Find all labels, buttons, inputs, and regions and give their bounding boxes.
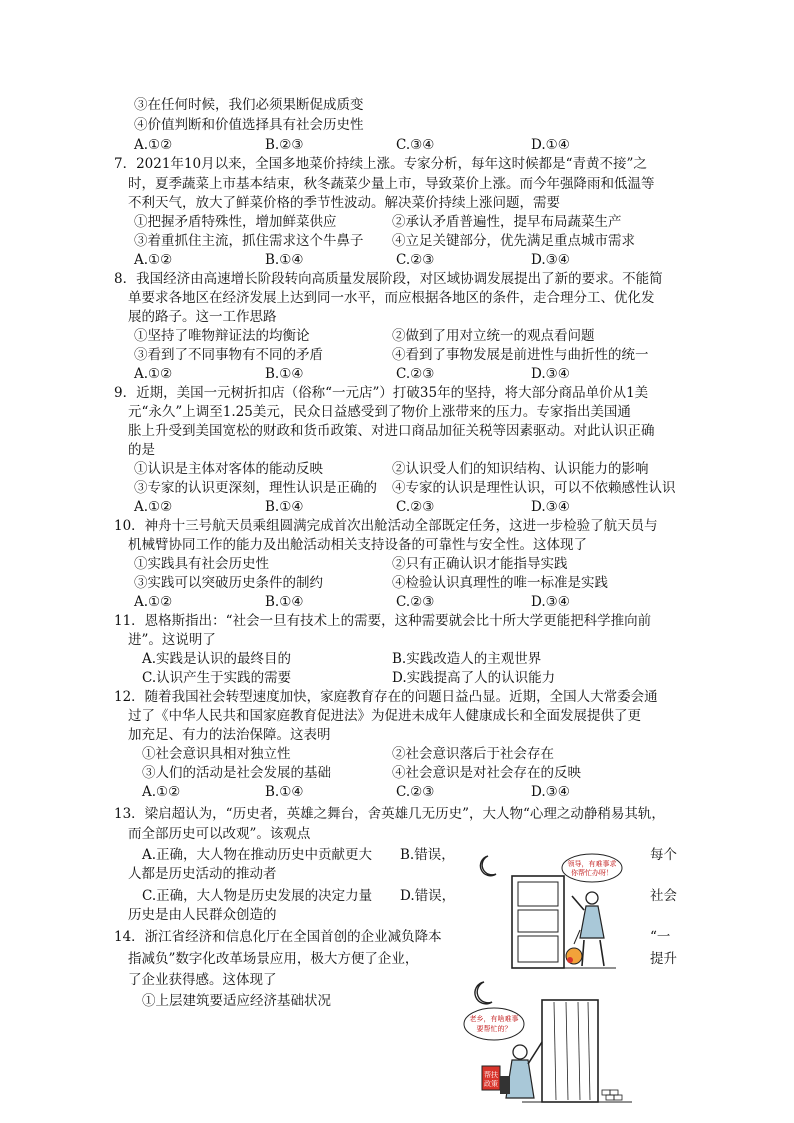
q14-line-1: 14．浙江省经济和信息化厅在全国首创的企业减负降本 — [114, 929, 442, 945]
q9-line-2: 元“永久”上调至1.25美元，民众日益感受到了物价上涨带来的压力。专家指出美国通 — [128, 404, 631, 420]
cartoon-top-image — [466, 848, 626, 976]
q12-opt-2: ②社会意识落后于社会存在 — [392, 746, 554, 762]
q13-opt-b-end: 每个 — [650, 847, 677, 863]
q10-choice-a: A.①② — [134, 594, 173, 610]
sign-text-1: 帮扶 — [484, 1071, 498, 1079]
q8-choice-a: A.①② — [134, 366, 173, 382]
q8-choice-b: B.①④ — [265, 366, 304, 382]
q14-line-2: 指减负”数字化改革场景应用，极大方便了企业， — [128, 951, 419, 967]
q12-line-2: 过了《中华人民共和国家庭教育促进法》为促进未成年人健康成长和全面发展提供了更 — [128, 708, 641, 724]
q13-line-1: 13．梁启超认为，“历史者，英雄之舞台，舍英雄几无历史”，大人物“心理之动静稍易其轨， — [114, 806, 665, 822]
q14-opt-1: ①上层建筑要适应经济基础状况 — [142, 993, 331, 1009]
q12-choice-a: A.①② — [142, 784, 181, 800]
q10-choice-c: C.②③ — [396, 594, 435, 610]
q14-line-1-end: “一 — [650, 929, 671, 945]
q9-choice-c: C.②③ — [396, 499, 435, 515]
q13-opt-b-cont: 人都是历史活动的推动者 — [128, 866, 277, 882]
q7-choice-a: A.①② — [134, 252, 173, 268]
q11-opt-c: C.认识产生于实践的需要 — [142, 670, 292, 686]
bottom-bubble-text-2: 要帮忙的？ — [476, 1025, 512, 1033]
q9-line-3: 胀上升受到美国宽松的财政和货币政策、对进口商品加征关税等因素驱动。对此认识正确 — [128, 423, 655, 439]
q8-opt-2: ②做到了用对立统一的观点看问题 — [392, 328, 595, 344]
q7-line-3: 不利天气，放大了鲜菜价格的季节性波动。解决菜价持续上涨问题，需要 — [128, 195, 560, 211]
q13-opt-b: B.错误， — [400, 847, 455, 863]
q11-opt-a: A.实践是认识的最终目的 — [142, 651, 292, 667]
q7-opt-3: ③着重抓住主流，抓住需求这个牛鼻子 — [134, 233, 364, 249]
q13-opt-a: A.正确，大人物在推动历史中贡献更大 — [142, 847, 373, 863]
q6-item-4: ④价值判断和价值选择具有社会历史性 — [134, 117, 364, 133]
q9-choice-d: D.③④ — [531, 499, 570, 515]
q9-opt-1: ①认识是主体对客体的能动反映 — [134, 461, 323, 477]
q10-line-1: 10．神舟十三号航天员乘组圆满完成首次出舱活动全部既定任务，这进一步检验了航天员与 — [114, 518, 658, 534]
top-bubble-text-2: 你帮忙办呀！ — [571, 869, 613, 877]
q9-line-1: 9．近期，美国一元树折扣店（俗称“一元店”）打破35年的坚持，将大部分商品单价从1美 — [114, 385, 649, 401]
q14-line-2-end: 提升 — [650, 951, 677, 967]
cartoon-bottom-image — [462, 980, 634, 1112]
q12-opt-4: ④社会意识是对社会存在的反映 — [392, 765, 581, 781]
bottom-bubble-text-1: 老乡，有啥难事 — [469, 1015, 519, 1023]
q7-opt-2: ②承认矛盾普遍性，提早布局蔬菜生产 — [392, 214, 622, 230]
q11-line-2: 进”。这说明了 — [128, 632, 216, 648]
q14-line-3: 了企业获得感。这体现了 — [128, 972, 277, 988]
sign-text-2: 政策 — [484, 1080, 498, 1088]
q12-line-3: 加充足、有力的法治保障。这表明 — [128, 727, 331, 743]
q8-choice-c: C.②③ — [396, 366, 435, 382]
q8-line-3: 展的路子。这一工作思路 — [128, 309, 277, 325]
q9-opt-4: ④专家的认识是理性认识，可以不依赖感性认识 — [392, 480, 676, 496]
q13-opt-c: C.正确，大人物是历史发展的决定力量 — [142, 888, 373, 904]
q10-choice-d: D.③④ — [531, 594, 570, 610]
q13-opt-d-end: 社会 — [650, 888, 677, 904]
q10-opt-1: ①实践具有社会历史性 — [134, 556, 269, 572]
q9-opt-3: ③专家的认识更深刻，理性认识是正确的 — [134, 480, 377, 496]
q9-choice-a: A.①② — [134, 499, 173, 515]
q7-opt-1: ①把握矛盾特殊性，增加鲜菜供应 — [134, 214, 337, 230]
q8-opt-4: ④看到了事物发展是前进性与曲折性的统一 — [392, 347, 649, 363]
q6-choice-a: A.①② — [134, 137, 173, 153]
q6-choice-c: C.③④ — [396, 137, 435, 153]
q8-opt-3: ③看到了不同事物有不同的矛盾 — [134, 347, 323, 363]
q6-choice-d: D.①④ — [531, 137, 570, 153]
q7-line-1: 7．2021年10月以来，全国多地菜价持续上涨。专家分析，每年这时候都是“青黄不接”之 — [114, 156, 647, 172]
q10-line-2: 机械臂协同工作的能力及出舱活动相关支持设备的可靠性与安全性。这体现了 — [128, 537, 587, 553]
q8-line-2: 单要求各地区在经济发展上达到同一水平，而应根据各地区的条件，走合理分工、优化发 — [128, 290, 655, 306]
q12-choice-c: C.②③ — [396, 784, 435, 800]
q6-choice-b: B.②③ — [265, 137, 304, 153]
q9-line-4: 的是 — [128, 442, 155, 458]
q13-opt-d: D.错误， — [400, 888, 456, 904]
q12-choice-b: B.①④ — [265, 784, 304, 800]
q13-line-2: 而全部历史可以改观”。该观点 — [128, 826, 311, 842]
q7-choice-d: D.③④ — [531, 252, 570, 268]
q11-line-1: 11．恩格斯指出：“社会一旦有技术上的需要，这种需要就会比十所大学更能把科学推向前 — [114, 613, 652, 629]
q10-opt-2: ②只有正确认识才能指导实践 — [392, 556, 568, 572]
q7-choice-c: C.②③ — [396, 252, 435, 268]
q11-opt-b: B.实践改造人的主观世界 — [392, 651, 542, 667]
q12-opt-1: ①社会意识具相对独立性 — [142, 746, 291, 762]
moon-icon — [475, 982, 492, 1004]
q7-opt-4: ④立足关键部分，优先满足重点城市需求 — [392, 233, 635, 249]
q8-choice-d: D.③④ — [531, 366, 570, 382]
q13-opt-d-cont: 历史是由人民群众创造的 — [128, 907, 277, 923]
q9-choice-b: B.①④ — [265, 499, 304, 515]
q10-opt-3: ③实践可以突破历史条件的制约 — [134, 575, 323, 591]
q10-opt-4: ④检验认识真理性的唯一标准是实践 — [392, 575, 608, 591]
moon-icon — [480, 856, 496, 876]
q12-line-1: 12．随着我国社会转型速度加快，家庭教育存在的问题日益凸显。近期，全国人大常委会通 — [114, 689, 658, 705]
q12-opt-3: ③人们的活动是社会发展的基础 — [142, 765, 331, 781]
q10-choice-b: B.①④ — [265, 594, 304, 610]
q7-choice-b: B.①④ — [265, 252, 304, 268]
q12-choice-d: D.③④ — [531, 784, 570, 800]
q8-line-1: 8．我国经济由高速增长阶段转向高质量发展阶段，对区域协调发展提出了新的要求。不能简 — [114, 271, 663, 287]
q9-opt-2: ②认识受人们的知识结构、认识能力的影响 — [392, 461, 649, 477]
q11-opt-d: D.实践提高了人的认识能力 — [392, 670, 556, 686]
q7-line-2: 时，夏季蔬菜上市基本结束，秋冬蔬菜少量上市，导致菜价上涨。而今年强降雨和低温等 — [128, 176, 655, 192]
top-bubble-text-1: 领导，有难事求 — [567, 860, 617, 868]
q8-opt-1: ①坚持了唯物辩证法的均衡论 — [134, 328, 310, 344]
q6-item-3: ③在任何时候，我们必须果断促成质变 — [134, 97, 364, 113]
